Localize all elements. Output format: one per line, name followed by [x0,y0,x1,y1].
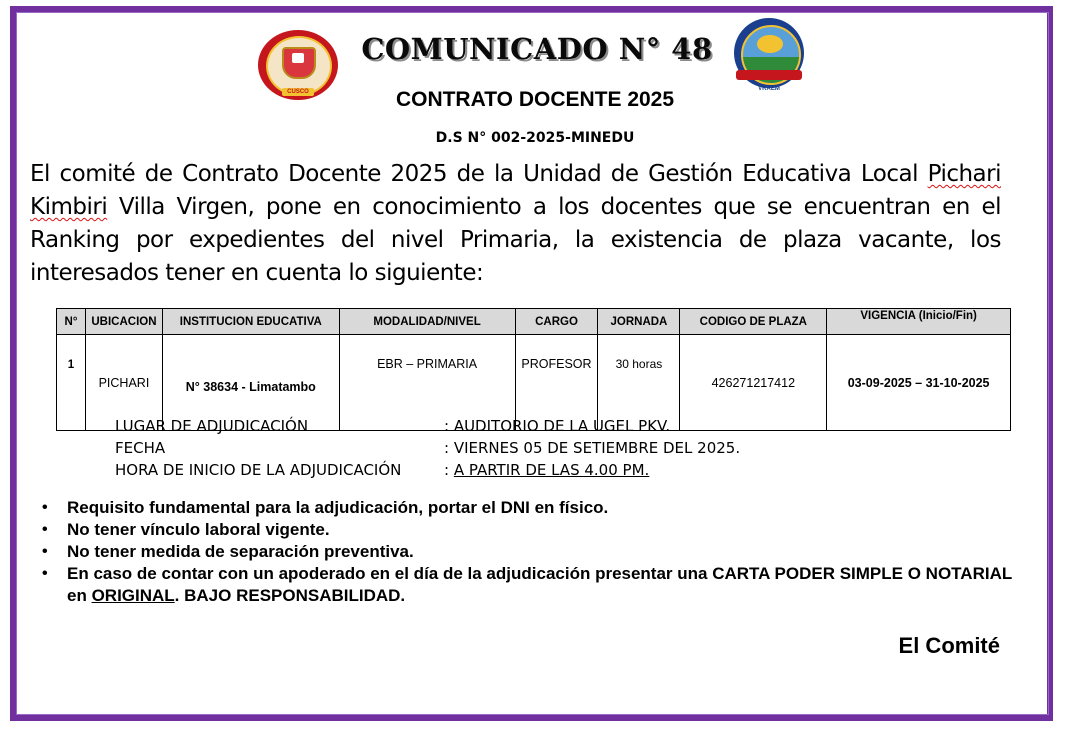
signature: El Comité [898,633,1000,658]
bullet-icon: • [42,499,48,516]
list-item [42,497,1022,519]
ugel-vraem-logo-icon [734,18,804,88]
detail-lugar-label: LUGAR DE ADJUDICACIÓN [115,417,309,435]
page-title: COMUNICADO N° 48 [361,32,713,66]
detail-lugar-value: : AUDITORIO DE LA UGEL PKV. [444,417,671,435]
header-ubicacion: UBICACION [85,309,162,335]
header-institucion: INSTITUCION EDUCATIVA [162,309,339,335]
intro-text-2: Villa Virgen, pone en conocimiento a los docentes que se encuentran en el Ranking por expedientes del nivel Primaria, la existencia de plaza vacante, los interesados tener en cuenta lo siguiente: [30,194,1001,286]
intro-paragraph [30,158,1001,290]
cell-vigencia: 03-09-2025 – 31-10-2025 [827,335,1011,431]
intro-flagged-word-kimbiri: Kimbiri [30,194,108,220]
header-cargo: CARGO [515,309,598,335]
detail-hora-colon: : [444,461,454,479]
requirement-original: ORIGINAL [91,586,175,605]
requirement-text-2: . BAJO RESPONSABILIDAD. [174,586,406,605]
header-modalidad: MODALIDAD/NIVEL [339,309,515,335]
requirement-text: No tener medida de separación preventiva. [67,542,414,561]
adjudication-details [115,417,815,483]
intro-flagged-word-pichari: Pichari [927,161,1001,187]
cell-institucion: N° 38634 - Limatambo [162,335,339,431]
detail-hora-value: A PARTIR DE LAS 4.00 PM. [453,461,650,479]
cell-number: 1 [57,335,86,431]
detail-fecha [115,439,815,461]
list-item [42,563,1022,607]
table-header-row [57,309,1011,335]
detail-fecha-label: FECHA [115,439,166,457]
header-jornada: JORNADA [598,309,680,335]
cell-ubicacion: PICHARI [85,335,162,431]
cell-modalidad: EBR – PRIMARIA [339,335,515,431]
header-codigo: CODIGO DE PLAZA [680,309,827,335]
list-item [42,541,1022,563]
bullet-icon: • [42,543,48,560]
detail-fecha-value: : VIERNES 05 DE SETIEMBRE DEL 2025. [444,439,741,457]
vacancy-table [56,308,1011,431]
detail-hora-value-wrap [444,461,649,479]
list-item [42,519,1022,541]
bullet-icon: • [42,521,48,538]
vraem-logo-label: VRAEM [758,86,780,92]
requirement-text: No tener vínculo laboral vigente. [67,520,330,539]
bullet-icon: • [42,565,48,582]
detail-lugar [115,417,815,439]
requirements-list [42,497,1022,607]
requirement-text-1: En caso de contar con un apoderado en el día de la adjudicación presentar una CARTA PODER SIMPLE O NOTARIAL en [67,564,1012,605]
cell-codigo: 426271217412 [680,335,827,431]
decree-reference: D.S N° 002-2025-MINEDU [435,130,635,146]
page-subtitle: CONTRATO DOCENTE 2025 [395,88,675,111]
cell-jornada: 30 horas [598,335,680,431]
cell-cargo: PROFESOR [515,335,598,431]
requirement-text: Requisito fundamental para la adjudicación, portar el DNI en físico. [67,498,609,517]
gerencia-regional-cusco-logo-icon: CUSCO [258,30,338,100]
intro-text-1: El comité de Contrato Docente 2025 de la Unidad de Gestión Educativa Local [30,161,928,187]
detail-hora [115,461,815,483]
detail-hora-label: HORA DE INICIO DE LA ADJUDICACIÓN [115,461,402,479]
header-number: N° [57,309,86,335]
header-vigencia: VIGENCIA (Inicio/Fin) [827,309,1011,335]
